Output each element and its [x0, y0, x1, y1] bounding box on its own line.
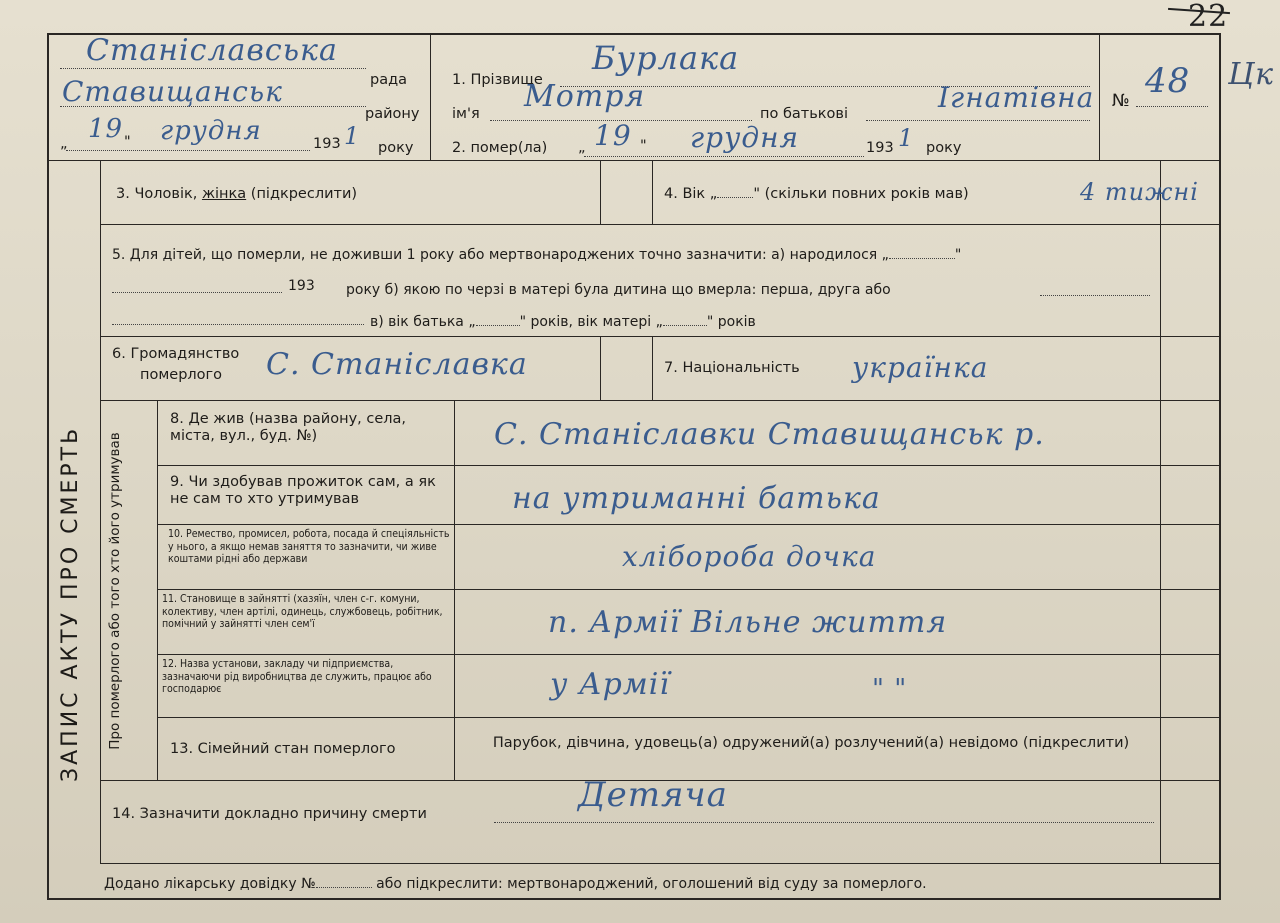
row12-bottom	[157, 717, 1220, 718]
row9-bottom	[157, 524, 1220, 525]
district-line	[60, 106, 366, 107]
cause-line	[494, 822, 1154, 823]
row6-bottom	[100, 400, 1220, 401]
group-answer-divider	[454, 400, 455, 780]
q6-label-a: 6. Громадянство	[112, 346, 240, 362]
reg-month-handwritten: грудня	[160, 116, 262, 146]
death-month-handwritten: грудня	[690, 121, 800, 154]
patronymic-handwritten: Ігнатівна	[938, 81, 1095, 114]
reg-year-suffix: року	[378, 140, 414, 156]
margin-mark: Цк	[1228, 57, 1275, 92]
death-year-prefix: 193	[866, 140, 894, 156]
q2-label: 2. помер(ла)	[452, 140, 548, 156]
q5-line3: в) вік батька „ " років, вік матері „ " років	[370, 314, 756, 330]
name-label: ім'я	[452, 106, 480, 122]
form-frame	[47, 33, 1221, 900]
record-number-handwritten: 48	[1145, 61, 1191, 101]
institution-handwritten: у Армії	[550, 667, 670, 702]
q5-order-line	[1040, 295, 1150, 296]
q6-cell-divider	[600, 336, 601, 400]
patronymic-line	[866, 120, 1090, 121]
row11-bottom	[157, 654, 1220, 655]
q3-underlined-option: жінка	[201, 186, 247, 202]
row14-bottom	[100, 863, 1220, 864]
row8-bottom	[157, 465, 1220, 466]
district-handwritten: Ставищанськ	[62, 75, 283, 108]
right-margin-divider	[1160, 160, 1161, 864]
q11-label: 11. Становище в зайнятті (хазяїн, член с-г. комуни, колективу, член артілі, одинець, службовець, робітник, помічний у зайнятті член сем'ї	[162, 593, 443, 631]
q5-year-prefix: 193	[288, 278, 315, 294]
council-suffix: рада	[370, 72, 408, 88]
q10-label: 10. Ремество, промисел, робота, посада й спеціяльність у нього, а якщо немав заняття то зазначити, чи живе коштами рідні або держави	[168, 528, 450, 566]
q5-line2: року б) якою по черзі в матері була дитина що вмерла: перша, друга або	[346, 282, 891, 298]
header-divider-right	[1099, 34, 1100, 160]
record-number-line	[1136, 106, 1208, 107]
row3-bottom	[100, 224, 1220, 225]
page-number: 22	[1188, 0, 1229, 34]
group-side-divider	[157, 400, 158, 780]
q7-label: 7. Національність	[664, 360, 800, 376]
sidebar-divider	[100, 160, 101, 864]
council-line	[60, 68, 366, 69]
death-year-suffix: року	[926, 140, 962, 156]
council-handwritten: Станіславська	[86, 33, 338, 68]
q13-label: 13. Сімейний стан померлого	[170, 741, 396, 757]
residence-handwritten: С. Станіславки Ставищанськ р.	[494, 417, 1045, 452]
livelihood-handwritten: на утриманні батька	[512, 481, 881, 516]
footer-text: Додано лікарську довідку № або підкреслити: мертвонароджений, оголошений від суду за померлого.	[104, 876, 927, 892]
q5-order-line-2	[112, 324, 364, 325]
q8-label: 8. Де жив (назва району, села, міста, вул., буд. №)	[170, 411, 407, 444]
occupation-handwritten: хлібороба дочка	[622, 540, 877, 573]
age-handwritten: 4 тижні	[1080, 178, 1199, 206]
q3-cell-divider	[600, 160, 601, 224]
reg-year-handwritten: 1	[344, 122, 361, 150]
reg-date-line	[66, 150, 310, 151]
position-handwritten: п. Армії Вільне життя	[548, 605, 948, 640]
q9-label: 9. Чи здобував прожиток сам, а як не сам то хто утримував	[170, 474, 436, 507]
q1-label: 1. Прізвище	[452, 72, 543, 88]
row5-bottom	[100, 336, 1220, 337]
nationality-handwritten: українка	[852, 351, 989, 384]
q4-label: 4. Вік „ " (скільки повних років мав)	[664, 186, 969, 202]
header-divider-left	[430, 34, 431, 160]
q5-birth-date-line	[112, 292, 282, 293]
sidebar-title: ЗАПИС АКТУ ПРО СМЕРТЬ	[58, 425, 83, 782]
row10-bottom	[157, 589, 1220, 590]
reg-day-handwritten: 19	[88, 114, 124, 144]
reg-year-prefix: 193	[313, 136, 341, 152]
record-card: 22 Цк Станіславська рада Ставищанськ району „ 19 " грудня 193 1 року 1. Прізвище Бурлака ім'я Мотря по батькові Ігнатівна 2. помер(ла) „ 19 " грудня 193 1 року № 48 ЗАПИС АКТУ ПРО СМЕРТЬ 3. Чоловік, жінка (підкреслити) 4. Вік „ " (скільки повних років мав) 4 тижні 5. Для дітей, що померли, не доживши 1 року або мертвонароджених точно зазначити: а) народилося „ " 193 року б) якою по черзі в матері була дитина що вмерла: перша, друга або в) вік батька „ " років, вік матері „ " років 6. Громадянство померлого С. Станіславка 7. Національність українка Про померлого або того хто його утримував 8. Де жив (назва району, села, міста, вул., буд. №) С. Станіславки Ставищанськ р. 9. Чи здобував прожиток сам, а як не сам то хто утримував на утриманні батька 10. Ремество, промисел, робота, посада й спеціяльність у нього, а якщо немав заняття то зазначити, чи живе коштами рідні або держави хлібороба дочка 11. Становище в зайнятті (хазяїн, член с-г. комуни, колективу, член артілі, одинець, службовець, робітник, помічний у зайнятті член сем'ї п. Армії Вільне життя 12. Назва установи, закладу чи підприємства, зазначаючи рід виробництва де служить, працює або господарює у Армії " " 13. Сімейний стан померлого Парубок, дівчина, удовець(а) одружений(а) розлучений(а) невідомо (підкреслити) 14. Зазначити докладно причину смерти Детяча Додано лікарську довідку № або підкреслити: мертвонароджений, оголошений від суду за померлого.	[0, 0, 1280, 923]
q7-cell-divider	[652, 336, 653, 400]
number-label: №	[1112, 91, 1130, 111]
q12-label: 12. Назва установи, закладу чи підприємства, зазначаючи рід виробництва де служить, працює або господарює	[162, 658, 432, 696]
patronymic-label: по батькові	[760, 106, 848, 122]
cause-handwritten: Детяча	[578, 775, 728, 815]
q4-cell-divider	[652, 160, 653, 224]
q6-label-b: померлого	[140, 367, 223, 383]
group-side-label: Про померлого або того хто його утримував	[107, 432, 123, 750]
surname-handwritten: Бурлака	[592, 39, 740, 77]
death-date-line	[584, 156, 864, 157]
header-bottom-line	[48, 160, 1220, 161]
q13-options: Парубок, дівчина, удовець(а) одружений(а) розлучений(а) невідомо (підкреслити)	[492, 735, 1130, 751]
district-suffix: району	[365, 106, 420, 122]
q5-line1: 5. Для дітей, що померли, не доживши 1 року або мертвонароджених точно зазначити: а) народилося „ "	[112, 247, 962, 263]
ditto-marks: " "	[872, 674, 908, 704]
citizenship-handwritten: С. Станіславка	[266, 347, 528, 382]
q3-label: 3. Чоловік, жінка (підкреслити)	[116, 186, 358, 202]
death-year-handwritten: 1	[898, 124, 915, 152]
first-name-handwritten: Мотря	[524, 79, 646, 114]
death-day-handwritten: 19	[594, 119, 632, 152]
q14-label: 14. Зазначити докладно причину смерти	[112, 806, 427, 822]
